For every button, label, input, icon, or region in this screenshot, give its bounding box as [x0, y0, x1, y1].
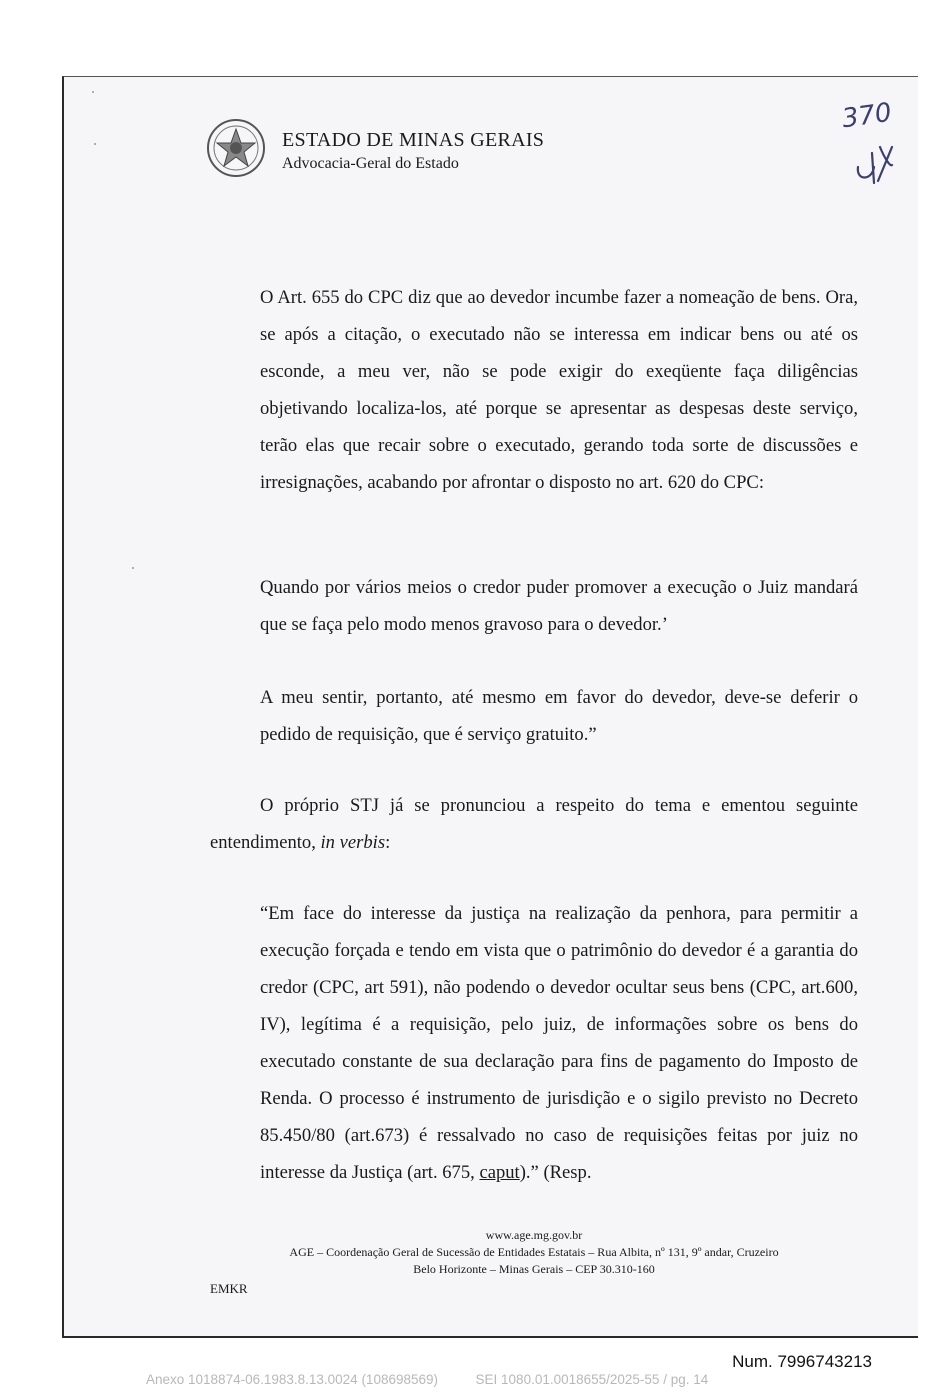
annex-stamp — [146, 1372, 708, 1387]
annex-reference: Anexo 1018874-06.1983.8.13.0024 (108698569) — [146, 1372, 439, 1387]
handwritten-initials-icon — [850, 137, 900, 187]
in-verbis-italic: in verbis — [320, 832, 386, 853]
footer-website: www.age.mg.gov.br — [485, 1228, 583, 1242]
paragraph-stj-quote: “Em face do interesse da justiça na realização da penhora, para permitir a execução forçada e tendo em vista que o patrimônio do devedor é a garantia do credor (CPC, art 591), não podendo o devedor ocultar seus bens (CPC, art.600, IV), legítima é a requisição, pelo juiz, de informações sobre os bens do executado constante de sua declaração para fins de pagamento do Imposto de Renda. O processo é instrumento de jurisdição e o sigilo previsto no Decreto 85.450/80 (art.673) é ressalvado no caso de requisições feitas por juiz no interesse da Justiça (art. 675, caput).” (Resp. — [260, 903, 858, 1183]
paragraph-quote-art-620: Quando por vários meios o credor puder promover a execução o Juiz mandará que se faça pelo modo menos gravoso para o devedor.’ — [260, 577, 858, 635]
footer-address-line1: AGE – Coordenação Geral de Sucessão de Entidades Estatais – Rua Albita, nº 131, 9º andar, Cruzeiro — [289, 1245, 779, 1259]
document-number: Num. 7996743213 — [732, 1352, 872, 1371]
footer-initials: EMKR — [210, 1281, 248, 1296]
paragraph-stj: O próprio STJ já se pronunciou a respeito do tema e ementou seguinte entendimento, in verbis: — [210, 795, 858, 853]
header-title: ESTADO DE MINAS GERAIS — [282, 129, 545, 151]
header-subtitle: Advocacia-Geral do Estado — [282, 155, 459, 172]
document-page — [62, 76, 918, 1338]
state-seal-icon — [206, 117, 266, 179]
caput-underlined: caput — [479, 1162, 520, 1183]
handwritten-page-number: 370 — [840, 97, 894, 135]
footer-address-line2: Belo Horizonte – Minas Gerais – CEP 30.310-160 — [413, 1262, 655, 1276]
paragraph-conclusion: A meu sentir, portanto, até mesmo em favor do devedor, deve-se deferir o pedido de requisição, que é serviço gratuito.” — [260, 687, 858, 745]
paragraph-art-655: O Art. 655 do CPC diz que ao devedor incumbe fazer a nomeação de bens. Ora, se após a citação, o executado não se interessa em indicar bens ou até os esconde, a meu ver, não se pode exigir do exeqüente faça diligências objetivando localiza-los, até porque se apresentar as despesas deste serviço, terão elas que recair sobre o executado, gerando toda sorte de discussões e irresignações, acabando por afrontar o disposto no art. 620 do CPC: — [260, 287, 858, 493]
sei-reference: SEI 1080.01.0018655/2025-55 / pg. 14 — [475, 1372, 709, 1387]
page-footer — [214, 1227, 854, 1278]
